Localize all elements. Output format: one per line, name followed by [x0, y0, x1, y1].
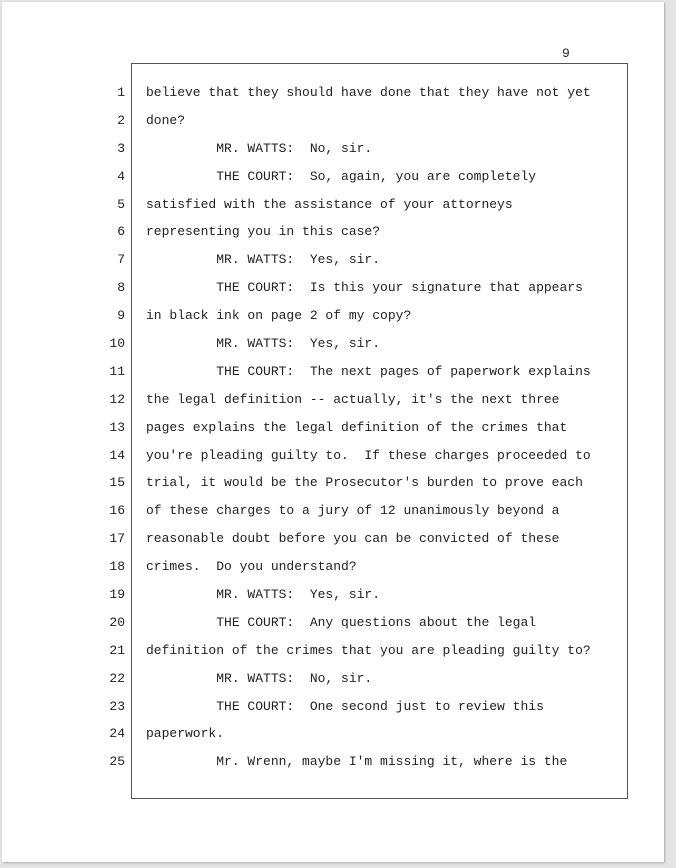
- line-number-column: [98, 79, 125, 776]
- line-number: 7: [117, 252, 125, 268]
- transcript-line: believe that they should have done that they have not yet: [146, 85, 591, 100]
- line-number: 4: [117, 168, 125, 184]
- line-number: 1: [117, 85, 125, 100]
- transcript-line: the legal definition -- actually, it's the next three: [146, 391, 560, 407]
- transcript-line: MR. WATTS: Yes, sir.: [146, 252, 381, 268]
- transcript-line: THE COURT: One second just to review this: [146, 698, 544, 714]
- line-number: 10: [109, 336, 125, 352]
- line-number: 25: [109, 754, 125, 770]
- transcript-line: Mr. Wrenn, maybe I'm missing it, where is the: [146, 754, 568, 770]
- line-number: 13: [109, 419, 125, 435]
- transcript-line: representing you in this case?: [146, 224, 381, 240]
- transcript-line: THE COURT: Is this your signature that appears: [146, 280, 583, 296]
- transcript-line: MR. WATTS: No, sir.: [146, 140, 373, 156]
- line-number: 9: [117, 308, 125, 324]
- transcript-line: THE COURT: So, again, you are completely: [146, 168, 537, 184]
- transcript-line: definition of the crimes that you are pleading guilty to?: [146, 642, 591, 658]
- transcript-line: satisfied with the assistance of your attorneys: [146, 196, 513, 212]
- line-number: 5: [117, 196, 125, 212]
- line-number: 12: [109, 391, 125, 407]
- transcript-page: [2, 2, 664, 862]
- transcript-line: MR. WATTS: No, sir.: [146, 670, 373, 686]
- line-number: 18: [109, 559, 125, 575]
- line-number: 6: [117, 224, 125, 240]
- line-number: 17: [109, 531, 125, 547]
- transcript-line: MR. WATTS: Yes, sir.: [146, 587, 381, 603]
- line-number: 16: [109, 503, 125, 519]
- transcript-line: trial, it would be the Prosecutor's burden to prove each: [146, 475, 583, 491]
- transcript-line: crimes. Do you understand?: [146, 559, 357, 575]
- line-number: 2: [117, 112, 125, 128]
- transcript-text: [146, 79, 616, 776]
- transcript-line: of these charges to a jury of 12 unanimously beyond a: [146, 503, 560, 519]
- line-number: 20: [109, 614, 125, 630]
- line-number: 15: [109, 475, 125, 491]
- line-number: 23: [109, 698, 125, 714]
- line-number: 3: [117, 140, 125, 156]
- transcript-line: THE COURT: Any questions about the legal: [146, 614, 537, 630]
- line-number: 21: [109, 642, 125, 658]
- line-number: 24: [109, 726, 125, 742]
- transcript-line: MR. WATTS: Yes, sir.: [146, 336, 381, 352]
- transcript-line: done?: [146, 112, 186, 128]
- transcript-line: pages explains the legal definition of the crimes that: [146, 419, 568, 435]
- line-number: 19: [109, 587, 125, 603]
- line-number: 11: [109, 363, 125, 379]
- line-number: 22: [109, 670, 125, 686]
- transcript-line: THE COURT: The next pages of paperwork explains: [146, 363, 591, 379]
- transcript-line: in black ink on page 2 of my copy?: [146, 308, 412, 324]
- line-number: 14: [109, 447, 125, 463]
- page-number: 9: [562, 46, 570, 61]
- line-number: 8: [117, 280, 125, 296]
- transcript-line: you're pleading guilty to. If these charges proceeded to: [146, 447, 591, 463]
- transcript-line: paperwork.: [146, 726, 225, 742]
- transcript-line: reasonable doubt before you can be convicted of these: [146, 531, 560, 547]
